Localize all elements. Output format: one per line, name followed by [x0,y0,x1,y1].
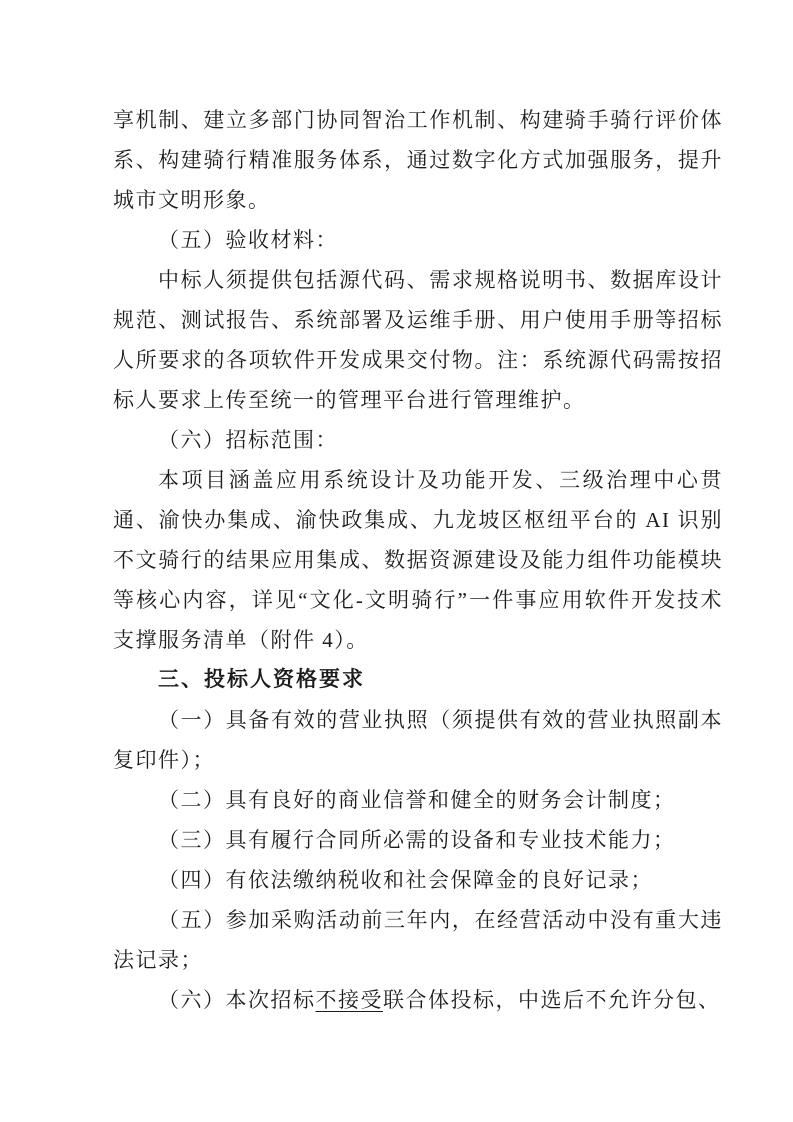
requirement-6-suffix: 联合体投标，中选后不允许分包、 [383,988,721,1012]
bidder-requirement-3: （三）具有履行合同所必需的设备和专业技术能力； [158,828,676,852]
bidder-requirement-4: （四）有依法缴纳税收和社会保障金的良好记录； [158,868,653,892]
clause-5-acceptance-title: （五）验收材料： [158,228,338,252]
bidder-requirement-6 [113,980,723,1020]
clause-5-acceptance-body: 中标人须提供包括源代码、需求规格说明书、数据库设计规范、测试报告、系统部署及运维手册、用户使用手册等招标人所要求的各项软件开发成果交付物。注：系统源代码需按招标人要求上传至统一的管理平台进行管理维护。 [113,268,723,412]
paragraph-continuation: 享机制、建立多部门协同智治工作机制、构建骑手骑行评价体系、构建骑行精准服务体系，通过数字化方式加强服务，提升城市文明形象。 [113,108,723,212]
bidder-requirement-1: （一）具备有效的营业执照（须提供有效的营业执照副本复印件）； [113,708,723,772]
requirement-6-prefix: （六）本次招标 [158,988,316,1012]
bidder-requirement-5: （五）参加采购活动前三年内，在经营活动中没有重大违法记录； [113,908,723,972]
requirement-6-underlined-text: 不接受 [315,988,383,1012]
section-3-heading: 三、投标人资格要求 [158,668,365,691]
clause-6-scope-title: （六）招标范围： [158,428,338,452]
bidder-requirement-2: （二）具有良好的商业信誉和健全的财务会计制度； [158,788,676,812]
clause-6-scope-body: 本项目涵盖应用系统设计及功能开发、三级治理中心贯通、渝快办集成、渝快政集成、九龙坡区枢纽平台的 AI 识别不文骑行的结果应用集成、数据资源建设及能力组件功能模块等核心内容，详见“文化-文明骑行”一件事应用软件开发技术支撑服务清单（附件 4）。 [113,468,723,652]
